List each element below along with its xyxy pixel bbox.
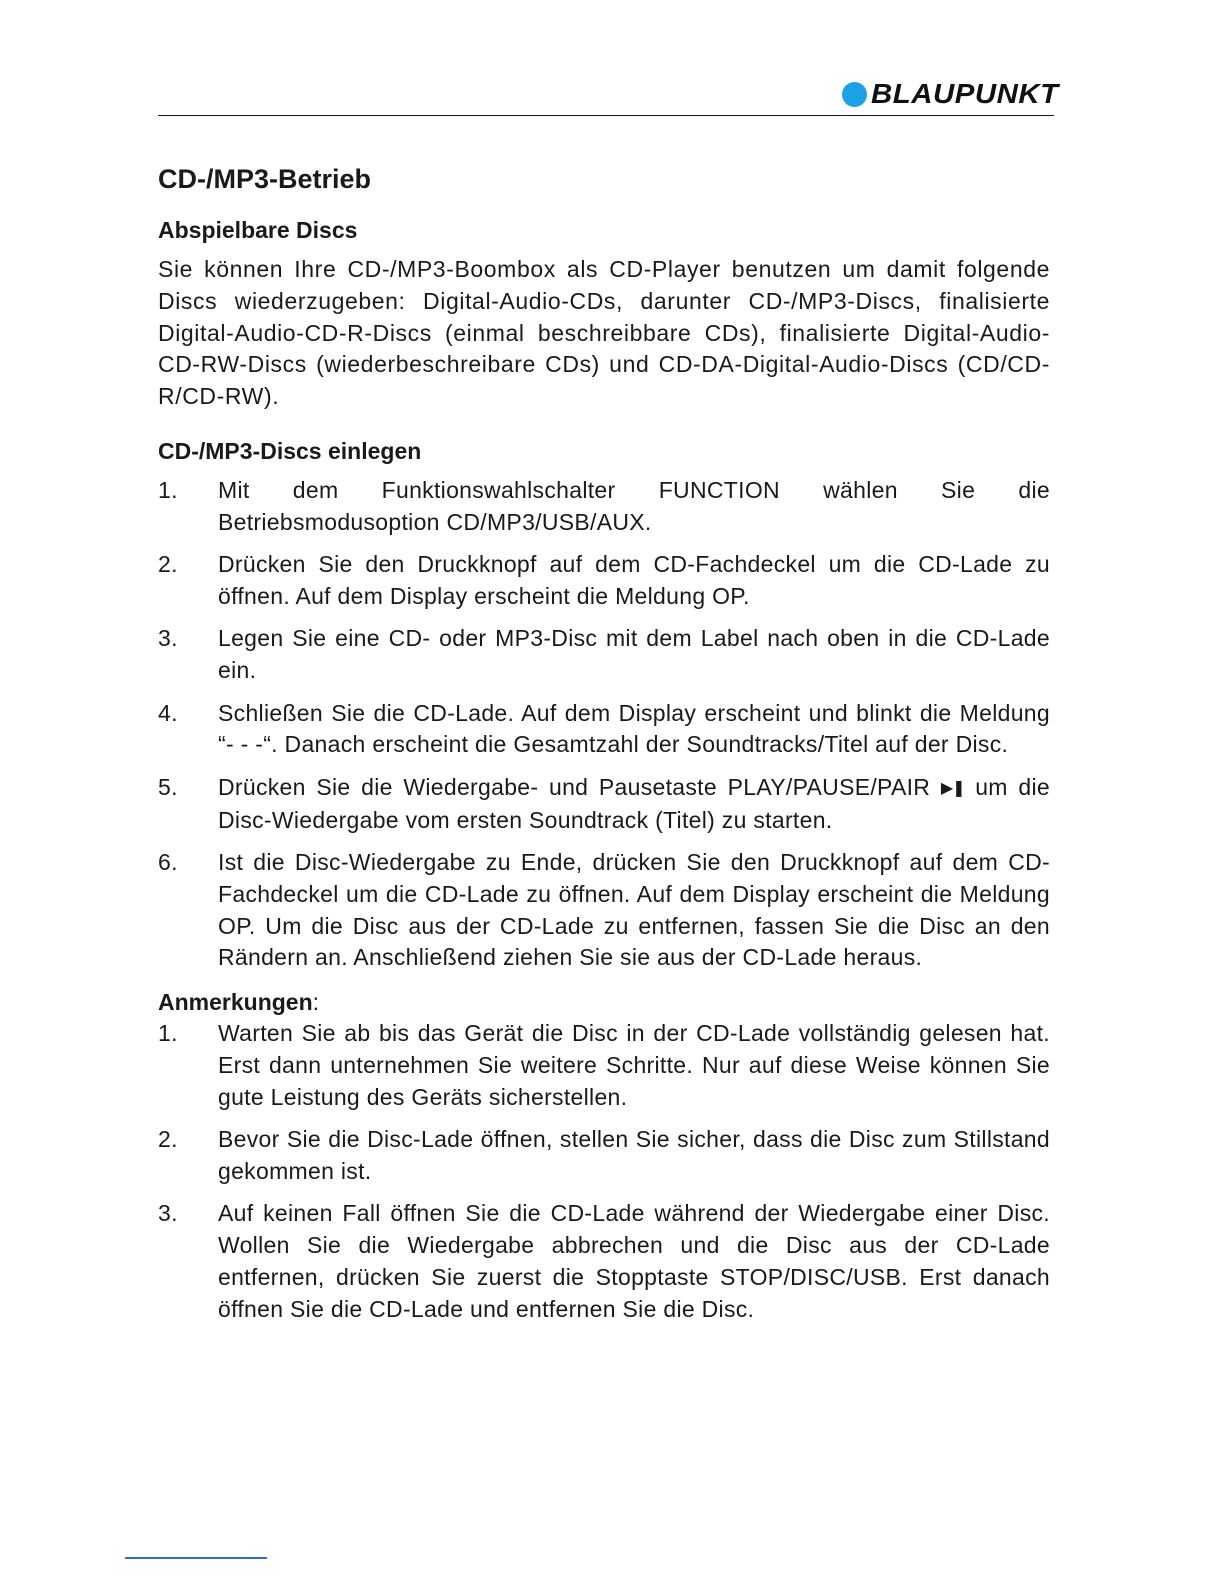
step-number: 3.: [158, 625, 178, 652]
step-number: 2.: [158, 551, 178, 578]
playable-discs-heading: Abspielbare Discs: [158, 217, 358, 243]
brand-name: BLAUPUNKT: [871, 78, 1059, 109]
step-text: Drücken Sie den Druckknopf auf dem CD-Fachdeckel um die CD-Lade zu öffnen. Auf dem Display erscheint die Meldung OP.: [218, 551, 1050, 609]
footer-rule: [125, 1557, 267, 1559]
list-item: [158, 475, 1050, 539]
step-number: 5.: [158, 773, 178, 800]
step-number: 6.: [158, 848, 178, 875]
step-text: Ist die Disc-Wiedergabe zu Ende, drücken Sie den Druckknopf auf dem CD-Fachdeckel um die CD-Lade zu öffnen. Auf dem Display erscheint die Meldung OP. Um die Disc aus der CD-Lade zu entfernen, fassen Sie die Disc an den Rändern an. Anschließend ziehen Sie sie aus der CD-Lade heraus.: [218, 848, 1050, 971]
list-item: [158, 1124, 1050, 1188]
list-item: [158, 698, 1050, 762]
playable-discs-text: Sie können Ihre CD-/MP3-Boombox als CD-Player benutzen um damit folgende Discs wiederzugeben: Digital-Audio-CDs, darunter CD-/MP3-Discs, finalisierte Digital-Audio-CD-R-Discs (einmal beschreibbare CDs), finalisierte Digital-Audio-CD-RW-Discs (wiederbeschreibare CDs) und CD-DA-Digital-Audio-Discs (CD/CD-R/CD-RW).: [158, 256, 1050, 410]
brand-logo: [842, 78, 1059, 110]
step-number: 1.: [158, 476, 178, 503]
notes-heading: [158, 986, 1050, 1018]
note-text: Auf keinen Fall öffnen Sie die CD-Lade während der Wiedergabe einer Disc. Wollen Sie die Wiedergabe abbrechen und die Disc aus der CD-Lade entfernen, drücken Sie zuerst die Stopptaste STOP/DISC/USB. Erst danach öffnen Sie die CD-Lade und entfernen Sie die Disc.: [218, 1200, 1050, 1322]
brand-dot-icon: [842, 82, 867, 107]
step-text-a: Drücken Sie die Wiedergabe- und Pausetaste PLAY/PAUSE/PAIR: [218, 773, 931, 800]
list-item: [158, 549, 1050, 613]
list-item: [158, 623, 1050, 687]
list-item: [158, 1018, 1050, 1113]
play-pause-icon: ▶❚: [940, 779, 965, 797]
step-text: Mit dem Funktionswahlschalter FUNCTION wählen Sie die Betriebsmodusoption CD/MP3/USB/AUX.: [218, 476, 1050, 535]
note-number: 3.: [158, 1200, 178, 1227]
list-item: [158, 1198, 1050, 1325]
notes-heading-colon: :: [312, 989, 320, 1016]
insert-discs-heading: CD-/MP3-Discs einlegen: [158, 437, 422, 464]
notes-list: [158, 1018, 1050, 1325]
insert-steps-list: [158, 475, 1050, 974]
page-content: [158, 158, 1050, 1337]
note-text: Warten Sie ab bis das Gerät die Disc in der CD-Lade vollständig gelesen hat. Erst dann unternehmen Sie weitere Schritte. Nur auf diese Weise können Sie gute Leistung des Geräts sicherstellen.: [218, 1020, 1050, 1110]
step-number: 4.: [158, 699, 178, 726]
section-title: CD-/MP3-Betrieb: [158, 164, 372, 194]
step-text-b: um die Disc-Wiedergabe vom ersten Soundtrack (Titel) zu starten.: [218, 773, 1050, 833]
page-header: [158, 72, 1059, 116]
notes-heading-label: Anmerkungen: [158, 989, 313, 1016]
step-text: Schließen Sie die CD-Lade. Auf dem Display erscheint und blinkt die Meldung “- - -“. Danach erscheint die Gesamtzahl der Soundtracks/Titel auf der Disc.: [218, 699, 1050, 758]
list-item: [158, 847, 1050, 974]
note-number: 1.: [158, 1020, 178, 1047]
note-number: 2.: [158, 1126, 178, 1153]
note-text: Bevor Sie die Disc-Lade öffnen, stellen Sie sicher, dass die Disc zum Stillstand gekommen ist.: [218, 1126, 1050, 1184]
step-text: Legen Sie eine CD- oder MP3-Disc mit dem Label nach oben in die CD-Lade ein.: [218, 625, 1050, 684]
list-item: [158, 772, 1050, 837]
